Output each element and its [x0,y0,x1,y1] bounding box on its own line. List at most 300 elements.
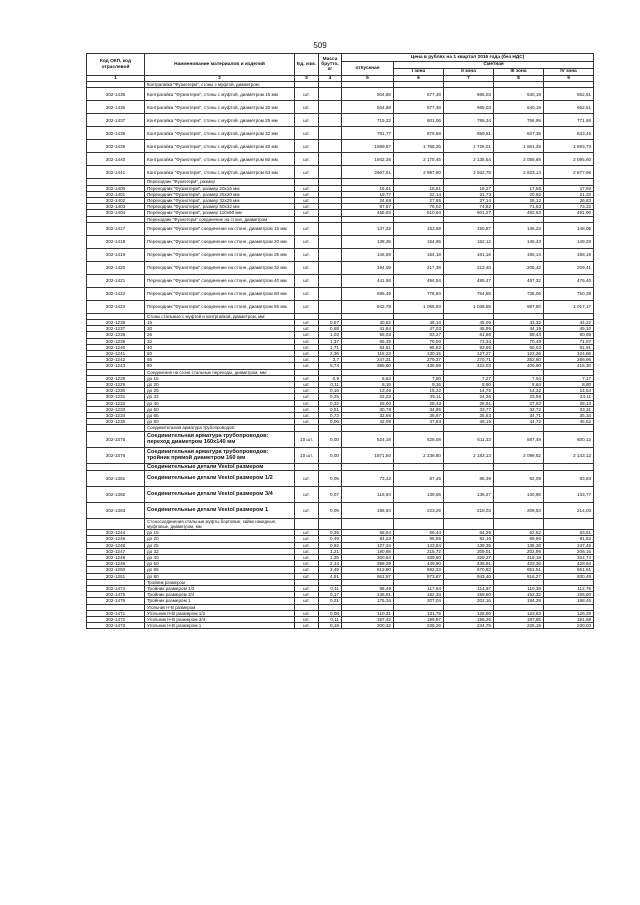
price-cell: 435,91 [444,561,494,567]
unit-cell: шт. [295,585,319,591]
price-cell: 300,64 [342,554,394,560]
unit-cell: шт. [295,623,319,629]
price-cell: 153,69 [394,222,444,235]
mass-cell: 1,35 [319,554,342,560]
price-cell: 66,39 [342,338,394,344]
mass-cell: 3,7 [319,357,342,363]
code-cell: 302-1441 [87,166,145,179]
price-cell: 137,22 [342,222,394,235]
table-row [87,140,594,153]
mass-cell: 2,14 [319,561,342,567]
code-cell: 302-1418 [87,235,145,248]
price-cell: 604,88 [342,88,394,101]
price-cell: 71,97 [544,338,594,344]
unit-cell: шт. [295,592,319,598]
price-cell: 339,60 [394,554,444,560]
mass-cell [319,287,342,300]
name-cell: Угольник Н-В размером 1/2 [145,610,295,616]
price-cell: 1 726,01 [444,140,494,153]
mass-cell: 0,73 [319,413,342,419]
price-cell: 158,15 [544,248,594,261]
price-cell: 56,03 [342,332,394,338]
code-cell: 302-1236 [87,320,145,326]
price-cell: 781,77 [342,127,394,140]
mass-cell [319,153,342,166]
price-cell: 130,96 [494,486,544,502]
table-row [87,287,594,300]
unit-cell: 10 шт. [295,431,319,447]
mass-cell [319,114,342,127]
unit-cell: шт. [295,382,319,388]
mass-cell: 0,16 [319,388,342,394]
price-cell: 195,26 [444,616,494,622]
price-cell: 1 758,26 [394,140,444,153]
mass-cell: 0,57 [319,320,342,326]
table-row [87,222,594,235]
code-cell: 302-1382 [87,486,145,502]
mass-cell [319,222,342,235]
price-cell: 1 017,17 [544,300,594,313]
price-cell: 30,78 [342,406,394,412]
price-cell: 771,65 [544,114,594,127]
price-cell: 46,10 [394,320,444,326]
price-cell: 2 823,14 [494,166,544,179]
price-cell: 8,64 [494,382,544,388]
price-cell: 661,61 [544,567,594,573]
header-code: Код ОКП, код отраслевой [87,54,145,76]
name-cell: до 40 [145,400,295,406]
unit-cell: шт. [295,406,319,412]
table-row [87,114,594,127]
section-title: Стоны стальные с муфтой и контргайкой, диаметром, мм: [145,313,295,319]
header-mass: Масса брутто, кг [319,54,342,76]
price-cell: 764,65 [444,287,494,300]
unit-cell: шт. [295,332,319,338]
price-cell: 82,08 [494,470,544,486]
price-cell: 27,14 [444,198,494,204]
price-cell: 23,58 [494,394,544,400]
name-cell: Контрагайка "Фузиотерм", стоны с муфтой, диаметром 40 мм [145,140,295,153]
name-cell: до 20 [145,536,295,542]
header-price-title: Цена в рублях на 1 квартал 2016 года (без НДС) [342,54,594,62]
code-cell: 302-1250 [87,567,145,573]
name-cell: 40 [145,344,295,350]
price-cell: 190,98 [342,548,394,554]
price-cell: 18,61 [394,185,444,191]
name-cell: Переходник "Фузиотерм", размер 50x32 мм [145,204,295,210]
price-cell: 262,60 [494,357,544,363]
price-cell: 155,60 [544,592,594,598]
mass-cell: 0,21 [319,598,342,604]
price-cell: 40,82 [342,320,394,326]
header-name: Наименование материалов и изделий [145,54,295,76]
code-cell: 302-1400 [87,185,145,191]
price-cell: 930,48 [544,573,594,579]
price-cell: 665,03 [444,101,494,114]
code-cell: 302-1474 [87,585,145,591]
price-cell: 501,27 [444,210,494,216]
price-cell: 611,33 [444,431,494,447]
price-cell: 239,26 [394,623,444,629]
code-cell: 302-1245 [87,536,145,542]
price-cell: 7,17 [544,375,594,381]
section-title: Контрагайка "Фузиотерм", стоны с муфтой, диаметром: [145,82,295,88]
header-unit: Ед. изм. [295,54,319,76]
name-cell: Тройник размером 1/2 [145,585,295,591]
code-cell: 302-1244 [87,530,145,536]
name-cell: Переходник "Фузиотерм" соединение на стоне, диаметром 25 мм [145,248,295,261]
code-cell: 302-1422 [87,287,145,300]
price-cell: 218,03 [444,502,494,518]
price-cell: 44,22 [544,320,594,326]
name-cell: до 50 [145,561,295,567]
price-cell: 133,77 [544,486,594,502]
empty-cell [342,518,394,529]
unit-cell: шт. [295,616,319,622]
price-cell: 494,54 [394,274,444,287]
section-title: Переходник "Фузиотерм" соединение на стоне, диаметром [145,216,295,222]
price-cell: 146,59 [342,248,394,261]
code-cell: 302-1234 [87,413,145,419]
code-cell: 302-1476 [87,598,145,604]
price-cell: 138,35 [342,235,394,248]
name-cell: Контрагайка "Фузиотерм", стоны с муфтой, диаметром 32 мм [145,127,295,140]
code-cell: 302-1421 [87,274,145,287]
mass-cell: 1,71 [319,344,342,350]
price-cell: 2 877,96 [544,166,594,179]
price-cell: 416,30 [544,363,594,369]
name-cell: Тройник размером 1 [145,598,295,604]
unit-cell: шт. [295,274,319,287]
price-cell: 17,58 [494,185,544,191]
code-cell: 302-1423 [87,300,145,313]
price-cell: 455,93 [342,210,394,216]
unit-cell: шт. [295,210,319,216]
section-title: Тройник размером [145,579,295,585]
price-cell: 87,45 [394,470,444,486]
price-cell: 1 036,55 [444,300,494,313]
empty-cell [319,518,342,529]
unit-cell: 10 шт. [295,447,319,463]
price-cell: 7,04 [494,375,544,381]
price-cell: 25,11 [394,394,444,400]
price-cell: 652,61 [544,88,594,101]
name-cell: Соединительные детали Vestol размером 3/4 [145,486,295,502]
price-cell: 756,99 [494,114,544,127]
code-cell: 302-1251 [87,573,145,579]
name-cell: 65 [145,357,295,363]
price-cell: 214,03 [544,502,594,518]
price-cell: 123,63 [494,610,544,616]
name-cell: до 40 [145,554,295,560]
col-number: 2 [145,76,295,82]
price-cell: 205,42 [494,261,544,274]
mass-cell [319,300,342,313]
unit-cell: шт. [295,235,319,248]
name-cell: 20 [145,326,295,332]
price-cell: 91,52 [544,536,594,542]
price-cell: 146,43 [494,235,544,248]
name-cell: Контрагайка "Фузиотерм", стоны с муфтой, диаметром 63 мм [145,166,295,179]
price-cell: 75,00 [394,338,444,344]
price-cell: 827,38 [494,127,544,140]
price-cell: 266,96 [544,357,594,363]
col-number: 1 [87,76,145,82]
name-cell: Соединительные детали Vestol размером 1 [145,502,295,518]
mass-cell: 0,09 [319,502,342,518]
price-cell: 76,02 [394,204,444,210]
price-cell: 139,56 [394,486,444,502]
price-cell: 114,87 [444,585,494,591]
table-row [87,463,594,470]
price-cell: 28,43 [394,400,444,406]
mass-cell: 1,21 [319,548,342,554]
name-cell: 15 [145,320,295,326]
price-cell: 324,74 [544,554,594,560]
code-cell: 302-3376 [87,447,145,463]
name-cell: до 80 [145,419,295,425]
mass-cell [319,274,342,287]
price-cell: 1 693,73 [544,140,594,153]
unit-cell: шт. [295,567,319,573]
unit-cell: шт. [295,101,319,114]
col-number: 4 [319,76,342,82]
price-cell: 26,12 [494,198,544,204]
unit-cell: шт. [295,351,319,357]
code-cell: 302-1436 [87,101,145,114]
price-cell: 25,00 [342,400,394,406]
price-cell: 13,46 [342,388,394,394]
mass-cell: 0,92 [319,542,342,548]
price-cell: 43,32 [494,320,544,326]
mass-cell: 0,06 [319,419,342,425]
price-cell: 449,90 [394,561,444,567]
price-cell: 58,54 [342,530,394,536]
price-cell: 127,34 [342,542,394,548]
price-cell: 651,51 [494,567,544,573]
price-cell: 217,38 [394,261,444,274]
mass-cell: 0,32 [319,400,342,406]
name-cell: до 15 [145,375,295,381]
price-cell: 2 095,60 [544,153,594,166]
price-cell: 191,68 [544,616,594,622]
price-cell: 90,03 [494,344,544,350]
empty-cell [295,518,319,529]
price-cell: 206,15 [544,548,594,554]
price-cell: 128,65 [444,610,494,616]
header-zone-1: I зона [394,69,444,76]
mass-cell: 0,08 [319,610,342,616]
name-cell: Переходник "Фузиотерм", размер 32x25 мм [145,198,295,204]
section-row [87,518,594,529]
unit-cell: шт. [295,388,319,394]
name-cell: Угольник Н-В размером 1 [145,623,295,629]
price-cell: 1871,50 [342,447,394,463]
price-cell: 429,94 [544,561,594,567]
code-cell: 302-1237 [87,326,145,332]
table-row [87,447,594,463]
code-cell: 302-1232 [87,400,145,406]
price-cell: 973,67 [394,573,444,579]
price-cell: 202,99 [494,548,544,554]
mass-cell: 0,68 [319,326,342,332]
price-cell: 801,06 [394,114,444,127]
price-cell: 943,40 [444,573,494,579]
table-row [87,166,594,179]
price-cell: 441,56 [342,274,394,287]
price-cell: 46,15 [444,419,494,425]
code-cell: 302-1231 [87,394,145,400]
price-cell: 510,64 [394,210,444,216]
price-cell [342,463,394,470]
name-cell: до 80 [145,573,295,579]
col-number: 7 [444,76,494,82]
price-cell: 117,64 [394,585,444,591]
code-cell: 302-1239 [87,338,145,344]
name-cell: Переходник "Фузиотерм" соединение на стоне, диаметром 40 мм [145,274,295,287]
price-cell: 84,23 [342,536,394,542]
price-cell: 24,36 [444,394,494,400]
header-zone-2: II зона [444,69,494,76]
price-cell: 640,19 [494,88,544,101]
name-cell: Угольник Н-В размером 3/4 [145,616,295,622]
price-cell: 34,71 [494,413,544,419]
price-cell: 1569,67 [342,140,394,153]
unit-cell: шт. [295,222,319,235]
price-cell: 74,62 [444,204,494,210]
price-cell: 695,49 [342,287,394,300]
mass-cell: 4,91 [319,573,342,579]
price-cell: 28,13 [544,400,594,406]
price-cell: 209,01 [444,548,494,554]
unit-cell: шт. [295,530,319,536]
unit-cell: шт. [295,413,319,419]
code-cell [87,463,145,470]
code-cell: 302-1475 [87,592,145,598]
name-cell: Тройник размером 3/4 [145,592,295,598]
name-cell: до 20 [145,382,295,388]
col-number: 6 [394,76,444,82]
price-cell: 47,63 [394,419,444,425]
price-cell: 73,22 [544,204,594,210]
price-cell: 329,27 [444,554,494,560]
price-cell: 85,39 [444,470,494,486]
price-cell: 155,14 [494,248,544,261]
price-cell: 19,77 [342,191,394,197]
mass-cell: 0,39 [319,530,342,536]
price-cell: 524,18 [342,431,394,447]
price-cell: 665,03 [444,88,494,101]
empty-cell [544,518,594,529]
code-cell: 302-1383 [87,502,145,518]
col-number: 5 [342,76,394,82]
mass-cell [319,463,342,470]
price-cell: 422,03 [444,363,494,369]
name-cell: Переходник "Фузиотерм", размер 25x20 мм [145,191,295,197]
price-cell: 677,48 [394,101,444,114]
unit-cell: шт. [295,502,319,518]
price-cell: 110,39 [494,585,544,591]
unit-cell: шт. [295,287,319,300]
price-cell: 136,27 [444,486,494,502]
table-row [87,300,594,313]
price-cell: 18,27 [444,185,494,191]
name-cell: 80 [145,363,295,369]
unit-cell: шт. [295,357,319,363]
name-cell: Соединительные детали Vestol размером [145,463,295,470]
price-cell: 14,32 [494,388,544,394]
price-cell: 149,28 [544,235,594,248]
name-cell: до 25 [145,542,295,548]
price-cell: 126,29 [544,610,594,616]
table-row [87,470,594,486]
price-cell: 223,29 [394,502,444,518]
empty-cell [444,518,494,529]
code-cell: 302-3375 [87,431,145,447]
code-cell: 302-1439 [87,140,145,153]
price-cell: 875,58 [394,127,444,140]
unit-cell: шт. [295,140,319,153]
mass-cell: 0,51 [319,406,342,412]
price-cell: 73,34 [444,338,494,344]
table-row [87,88,594,101]
price-cell: 112,76 [544,585,594,591]
unit-cell: шт. [295,185,319,191]
unit-cell: шт. [295,338,319,344]
mass-cell [319,127,342,140]
code-cell: 302-1228 [87,375,145,381]
unit-cell: шт. [295,363,319,369]
col-number: 8 [494,76,544,82]
price-cell: 2667,51 [342,166,394,179]
unit-cell: шт. [295,191,319,197]
price-cell [444,463,494,470]
price-cell: 2 055,68 [494,153,544,166]
name-cell: Переходник "Фузиотерм" соединение на стоне, диаметром 20 мм [145,235,295,248]
price-cell: 187,65 [494,616,544,622]
price-cell: 916,27 [494,573,544,579]
unit-cell: шт. [295,166,319,179]
unit-cell: шт. [295,548,319,554]
table-row [87,502,594,518]
col-number: 3 [295,76,319,82]
price-cell: 22,14 [394,191,444,197]
price-cell: 6,63 [342,375,394,381]
code-cell: 302-1248 [87,554,145,560]
price-cell: 15,22 [394,388,444,394]
price-cell: 33,31 [544,406,594,412]
price-cell: 652,61 [544,101,594,114]
name-cell: Контрагайка "Фузиотерм", стоны с муфтой, диаметром 50 мм [145,153,295,166]
unit-cell: шт. [295,198,319,204]
price-cell: 32,72 [494,406,544,412]
mass-cell: 1,37 [319,338,342,344]
price-cell: 587,49 [494,431,544,447]
mass-cell [319,166,342,179]
price-cell: 26,63 [544,198,594,204]
price-cell: 491,90 [544,210,594,216]
price-cell: 137,45 [544,542,594,548]
unit-cell: шт. [295,375,319,381]
code-cell: 302-1238 [87,332,145,338]
mass-cell: 0,18 [319,623,342,629]
price-cell: 59,44 [494,332,544,338]
table-body [87,82,594,629]
name-cell: до 25 [145,388,295,394]
price-cell: 63,27 [394,332,444,338]
price-cell: 786,34 [444,114,494,127]
table-row [87,101,594,114]
